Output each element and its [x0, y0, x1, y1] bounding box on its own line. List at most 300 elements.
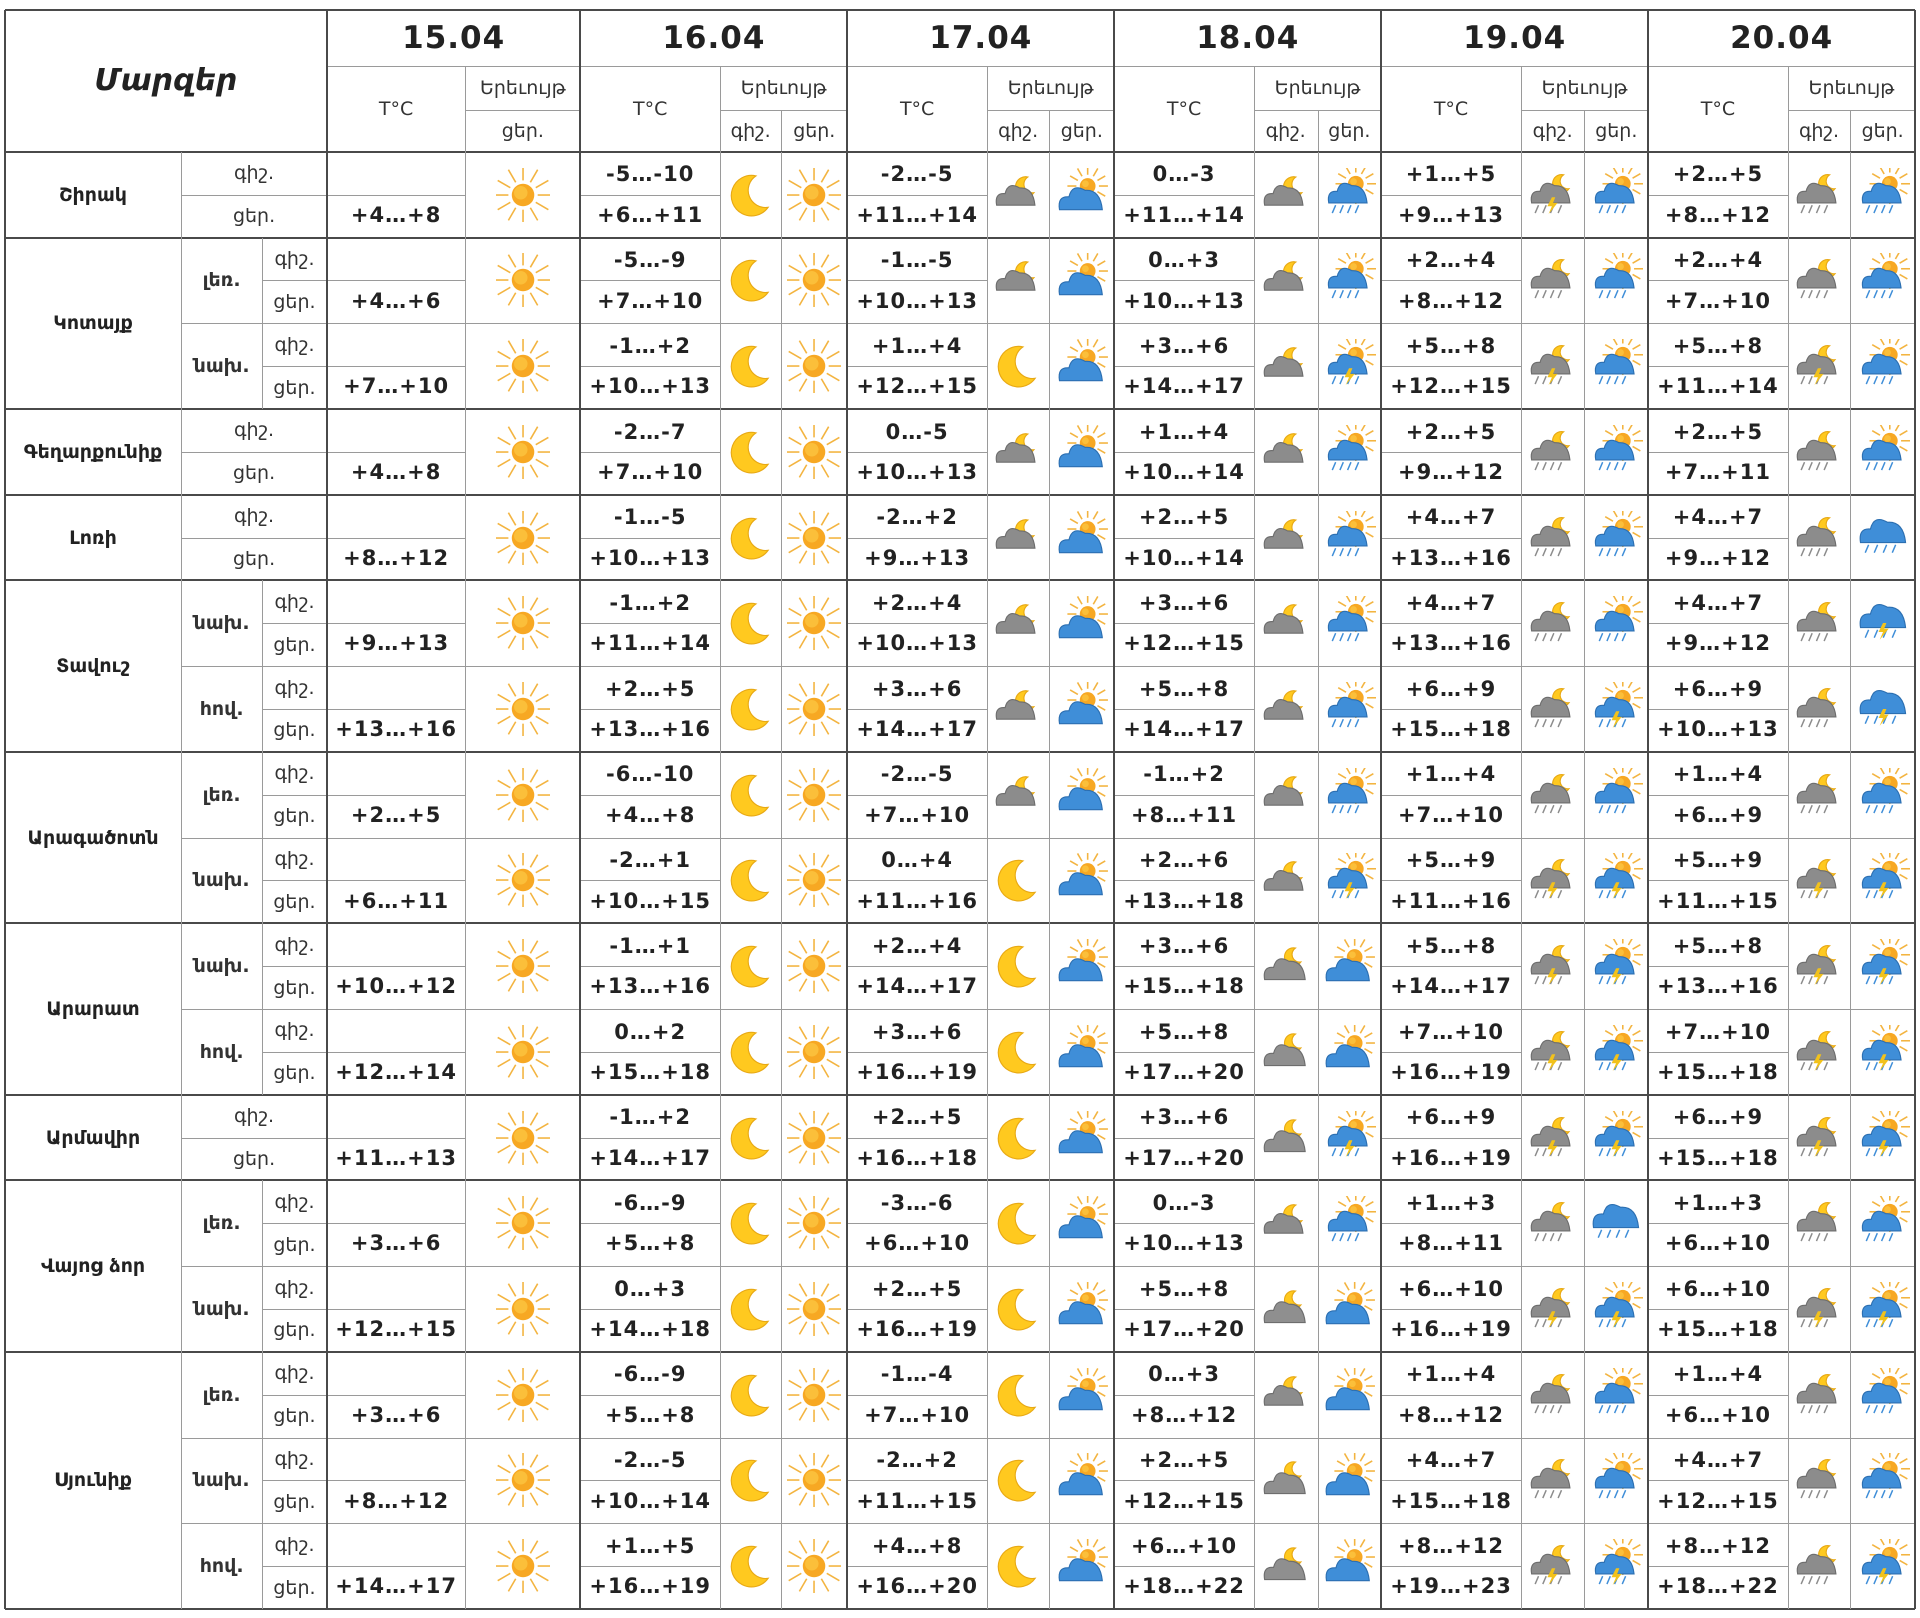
grid-line — [262, 1395, 327, 1396]
grid-line — [1648, 1223, 1788, 1224]
cloud-moon-icon — [1259, 253, 1313, 307]
grid-line — [181, 409, 182, 495]
grid-line — [1114, 452, 1254, 453]
grid-line — [580, 1395, 720, 1396]
night-temp: +6…+9 — [1405, 1105, 1497, 1130]
grid-line — [1648, 1566, 1788, 1567]
day-temp: +11…+15 — [1657, 888, 1779, 913]
grid-line — [1114, 1566, 1254, 1567]
day-temp: +16…+19 — [589, 1574, 712, 1599]
night-temp: +2…+6 — [1138, 848, 1230, 873]
sun-icon — [787, 768, 841, 822]
region-name: Սյունիք — [54, 1469, 132, 1492]
day-temp: +13…+18 — [1123, 888, 1245, 913]
night-temp: +6…+9 — [1672, 676, 1764, 701]
night-label: գիշ. — [274, 1190, 315, 1213]
grid-line — [327, 452, 465, 453]
night-label: գիշ. — [274, 1362, 315, 1385]
day-temp: +19…+23 — [1390, 1574, 1512, 1599]
cloud-sun-icon — [1055, 253, 1109, 307]
day-temp: +13…+16 — [589, 974, 712, 999]
day-temp: +8…+12 — [1397, 288, 1505, 313]
night-temp: 0…+3 — [1148, 248, 1220, 273]
grid-line — [181, 1009, 1915, 1010]
sun-icon — [787, 682, 841, 736]
cloud-moon-rain-icon — [1792, 1196, 1846, 1250]
night-temp: +2…+4 — [871, 591, 963, 616]
day-temp: +13…+16 — [335, 717, 457, 742]
grid-line — [847, 709, 987, 710]
day-temp: +9…+13 — [1397, 202, 1505, 227]
grid-line — [181, 1095, 182, 1181]
grid-line — [1114, 195, 1254, 196]
moon-icon — [724, 939, 778, 993]
grid-line — [1381, 1395, 1521, 1396]
subregion-label: հով. — [199, 697, 244, 720]
day-temp: +10…+13 — [589, 374, 712, 399]
cloud-moon-icon — [1259, 425, 1313, 479]
cloud-moon-thunder-icon — [1792, 1282, 1846, 1336]
night-temp: +2…+4 — [1405, 248, 1497, 273]
night-temp: +1…+4 — [1138, 419, 1230, 444]
day-temp: +8…+12 — [1664, 202, 1771, 227]
grid-line — [580, 452, 720, 453]
weather-column-header: Երեւույթ — [1808, 77, 1895, 100]
thunder-rain-icon — [1856, 596, 1910, 650]
thunder-sun-icon — [1589, 1111, 1643, 1165]
night-temp: +2…+5 — [604, 676, 696, 701]
night-temp: +5…+8 — [1138, 676, 1230, 701]
grid-line — [580, 195, 720, 196]
night-temp: +6…+10 — [1397, 1276, 1505, 1301]
night-temp — [327, 1266, 465, 1311]
night-temp: -1…+1 — [609, 933, 691, 958]
night-temp — [327, 1523, 465, 1568]
grid-line — [1584, 110, 1585, 152]
cloud-icon — [1259, 939, 1313, 993]
grid-line — [580, 1138, 720, 1139]
grid-line — [579, 10, 581, 1609]
grid-line — [181, 1138, 327, 1139]
day-temp: +17…+20 — [1123, 1060, 1245, 1085]
night-temp: -1…+2 — [609, 591, 691, 616]
cloud-sun-icon — [1322, 1368, 1376, 1422]
moon-icon — [724, 1111, 778, 1165]
night-label: գիշ. — [1798, 120, 1839, 143]
cloud-moon-icon — [1259, 511, 1313, 565]
grid-line — [580, 1480, 720, 1481]
cloud-sun-icon — [1055, 168, 1109, 222]
night-temp — [327, 1438, 465, 1483]
day-label: ցեր. — [232, 547, 276, 570]
night-label: գիշ. — [274, 247, 315, 270]
day-temp: +15…+18 — [589, 1060, 712, 1085]
sun-icon — [787, 1196, 841, 1250]
cloud-moon-rain-icon — [1526, 768, 1580, 822]
moon-icon — [991, 339, 1045, 393]
grid-line — [327, 1566, 465, 1567]
night-temp: -2…-5 — [880, 762, 954, 787]
night-temp — [327, 752, 465, 797]
night-temp: +5…+8 — [1672, 333, 1764, 358]
rain-sun-icon — [1856, 253, 1910, 307]
grid-line — [580, 623, 720, 624]
region-name: Արմավիր — [45, 1126, 141, 1149]
grid-line — [847, 280, 987, 281]
night-temp — [327, 495, 465, 540]
rain-sun-icon — [1589, 1453, 1643, 1507]
cloud-moon-rain-icon — [1792, 596, 1846, 650]
cloud-moon-rain-icon — [1526, 1196, 1580, 1250]
cloud-moon-rain-icon — [1526, 425, 1580, 479]
grid-line — [262, 1352, 263, 1609]
grid-line — [1648, 709, 1788, 710]
cloud-sun-icon — [1055, 1111, 1109, 1165]
thunder-sun-icon — [1589, 853, 1643, 907]
grid-line — [181, 452, 327, 453]
grid-line — [1648, 1309, 1788, 1310]
night-temp: -2…+1 — [609, 848, 691, 873]
weather-column-header: Երեւույթ — [1541, 77, 1628, 100]
grid-line — [1647, 10, 1649, 1609]
cloud-moon-thunder-icon — [1526, 853, 1580, 907]
grid-line — [181, 752, 182, 923]
cloud-moon-thunder-icon — [1526, 1282, 1580, 1336]
day-temp: +18…+22 — [1123, 1574, 1245, 1599]
night-temp: 0…+3 — [1148, 1362, 1220, 1387]
grid-line — [847, 366, 987, 367]
sun-icon — [496, 1453, 550, 1507]
day-temp: +11…+16 — [856, 888, 978, 913]
day-label: ցեր. — [1595, 120, 1638, 143]
cloud-moon-icon — [1259, 168, 1313, 222]
day-temp: +7…+10 — [864, 1402, 971, 1427]
night-temp: +4…+7 — [1405, 505, 1497, 530]
grid-line — [262, 238, 263, 409]
cloud-sun-icon — [1055, 1025, 1109, 1079]
grid-line — [181, 666, 1915, 667]
moon-icon — [724, 253, 778, 307]
sun-icon — [496, 682, 550, 736]
cloud-sun-icon — [1055, 339, 1109, 393]
rain-sun-icon — [1322, 425, 1376, 479]
cloud-icon — [1259, 1025, 1313, 1079]
grid-line — [1113, 10, 1115, 1609]
temp-column-header: T°C — [1433, 97, 1469, 120]
day-temp: +4…+6 — [350, 288, 442, 313]
night-temp: +2…+5 — [1138, 1448, 1230, 1473]
day-temp: +13…+16 — [1390, 631, 1512, 656]
grid-line — [1381, 623, 1521, 624]
grid-line — [720, 110, 847, 111]
night-temp: +7…+10 — [1664, 1019, 1771, 1044]
rain-cloud-icon — [1856, 511, 1910, 565]
sun-icon — [496, 1368, 550, 1422]
grid-line — [262, 795, 327, 796]
grid-line — [327, 1309, 465, 1310]
night-temp: +5…+8 — [1405, 933, 1497, 958]
grid-line — [1114, 1223, 1254, 1224]
sun-icon — [787, 1282, 841, 1336]
rain-sun-icon — [1589, 511, 1643, 565]
cloud-moon-thunder-icon — [1526, 939, 1580, 993]
cloud-moon-thunder-icon — [1792, 853, 1846, 907]
temp-column-header: T°C — [378, 97, 414, 120]
night-label: գիշ. — [274, 762, 315, 785]
cloud-moon-rain-icon — [1792, 768, 1846, 822]
grid-line — [262, 280, 327, 281]
temp-column-header: T°C — [899, 97, 935, 120]
weather-column-header: Երեւույթ — [740, 77, 827, 100]
day-temp: +9…+12 — [1664, 631, 1771, 656]
grid-line — [1648, 1052, 1788, 1053]
grid-line — [1850, 110, 1851, 152]
day-temp: +10…+15 — [589, 888, 712, 913]
sun-icon — [787, 939, 841, 993]
day-temp: +15…+18 — [1390, 717, 1512, 742]
grid-line — [327, 66, 1915, 67]
grid-line — [1381, 538, 1521, 539]
night-label: գիշ. — [1532, 120, 1573, 143]
subregion-label: հով. — [199, 1555, 244, 1578]
cloud-moon-icon — [991, 596, 1045, 650]
grid-line — [327, 1223, 465, 1224]
grid-line — [1318, 110, 1319, 152]
sun-icon — [787, 1025, 841, 1079]
night-temp: +8…+12 — [1397, 1533, 1505, 1558]
grid-line — [262, 580, 263, 751]
cloud-moon-icon — [1259, 853, 1313, 907]
thunder-sun-icon — [1856, 1282, 1910, 1336]
night-temp: +6…+9 — [1672, 1105, 1764, 1130]
night-label: գիշ. — [730, 120, 771, 143]
grid-line — [1049, 152, 1050, 1609]
night-temp: +2…+5 — [1672, 162, 1764, 187]
grid-line — [465, 110, 580, 111]
day-temp: +14…+17 — [856, 717, 978, 742]
day-temp: +12…+15 — [335, 1317, 457, 1342]
night-temp: +7…+10 — [1397, 1019, 1505, 1044]
grid-line — [262, 1223, 327, 1224]
grid-line — [847, 1138, 987, 1139]
rain-sun-icon — [1322, 253, 1376, 307]
grid-line — [262, 880, 327, 881]
night-temp: +1…+4 — [1672, 762, 1764, 787]
day-label: ցեր. — [273, 633, 316, 656]
night-label: գիշ. — [274, 847, 315, 870]
day-temp: +16…+19 — [856, 1060, 978, 1085]
subregion-label: նախ. — [193, 1297, 250, 1320]
sun-icon — [496, 339, 550, 393]
sun-icon — [787, 1453, 841, 1507]
night-temp — [327, 152, 465, 197]
page-title: Մարզեր — [94, 63, 238, 99]
day-label: ցեր. — [1861, 120, 1904, 143]
grid-line — [327, 366, 465, 367]
night-temp — [327, 580, 465, 625]
grid-line — [262, 366, 327, 367]
grid-line — [181, 238, 182, 409]
moon-icon — [724, 1453, 778, 1507]
grid-line — [580, 366, 720, 367]
day-temp: +7…+10 — [1397, 802, 1505, 827]
day-temp: +15…+18 — [1657, 1060, 1779, 1085]
sun-icon — [496, 768, 550, 822]
cloud-moon-rain-icon — [1526, 1453, 1580, 1507]
grid-line — [181, 1352, 182, 1609]
night-temp: +5…+8 — [1405, 333, 1497, 358]
grid-line — [262, 1480, 327, 1481]
night-temp: -6…-9 — [613, 1362, 687, 1387]
moon-icon — [724, 168, 778, 222]
grid-line — [465, 66, 466, 1609]
night-temp: +5…+9 — [1672, 848, 1764, 873]
grid-line — [327, 880, 465, 881]
grid-line — [1114, 1052, 1254, 1053]
sun-icon — [496, 425, 550, 479]
grid-line — [327, 1138, 465, 1139]
temp-column-header: T°C — [1166, 97, 1202, 120]
day-temp: +2…+5 — [350, 802, 442, 827]
date-header: 17.04 — [929, 19, 1033, 56]
day-label: ցեր. — [273, 1490, 316, 1513]
cloud-moon-icon — [1259, 768, 1313, 822]
day-label: ցեր. — [273, 290, 316, 313]
cloud-moon-icon — [1259, 1368, 1313, 1422]
sun-icon — [787, 853, 841, 907]
grid-line — [987, 110, 1114, 111]
grid-line — [4, 10, 6, 1609]
day-label: ցեր. — [273, 1319, 316, 1342]
night-temp: +1…+4 — [1405, 762, 1497, 787]
night-temp: +5…+9 — [1405, 848, 1497, 873]
cloud-moon-icon — [991, 682, 1045, 736]
day-temp: +16…+20 — [856, 1574, 978, 1599]
night-label: գիշ. — [234, 419, 275, 442]
night-label: գիշ. — [998, 120, 1039, 143]
day-temp: +12…+15 — [856, 374, 978, 399]
grid-line — [847, 1566, 987, 1567]
day-temp: +10…+13 — [1123, 1231, 1245, 1256]
grid-line — [327, 195, 465, 196]
day-temp: +6…+10 — [1664, 1231, 1771, 1256]
night-temp: -5…-10 — [606, 162, 695, 187]
sun-icon — [787, 1111, 841, 1165]
moon-icon — [991, 1111, 1045, 1165]
night-label: գիշ. — [274, 1533, 315, 1556]
grid-line — [987, 66, 988, 1609]
subregion-label: նախ. — [193, 355, 250, 378]
cloud-moon-thunder-icon — [1792, 339, 1846, 393]
grid-line — [262, 923, 263, 1094]
grid-line — [1114, 1309, 1254, 1310]
grid-line — [1114, 1138, 1254, 1139]
sun-icon — [496, 853, 550, 907]
grid-line — [1254, 66, 1255, 1609]
grid-line — [1788, 110, 1915, 111]
night-temp: +6…+10 — [1664, 1276, 1771, 1301]
day-label: ցեր. — [273, 719, 316, 742]
subregion-label: լեռ. — [202, 269, 241, 292]
grid-line — [847, 1395, 987, 1396]
night-temp: +4…+7 — [1672, 1448, 1764, 1473]
thunder-sun-icon — [1589, 1025, 1643, 1079]
date-header: 20.04 — [1730, 19, 1834, 56]
day-temp: +11…+14 — [589, 631, 712, 656]
night-label: գիշ. — [234, 1105, 275, 1128]
night-temp: -2…-5 — [613, 1448, 687, 1473]
night-temp — [327, 666, 465, 711]
rain-sun-icon — [1589, 168, 1643, 222]
sun-icon — [496, 253, 550, 307]
cloud-moon-icon — [1259, 1196, 1313, 1250]
grid-line — [846, 10, 848, 1609]
grid-line — [327, 538, 465, 539]
night-temp: +6…+10 — [1131, 1533, 1238, 1558]
rain-sun-icon — [1322, 596, 1376, 650]
day-temp: +10…+12 — [335, 974, 457, 999]
cloud-moon-thunder-icon — [1526, 339, 1580, 393]
night-label: գիշ. — [274, 333, 315, 356]
grid-line — [847, 623, 987, 624]
subregion-label: լեռ. — [202, 1212, 241, 1235]
rain-sun-icon — [1322, 768, 1376, 822]
night-temp: +2…+5 — [1405, 419, 1497, 444]
cloud-sun-icon — [1055, 1282, 1109, 1336]
cloud-icon — [1259, 1282, 1313, 1336]
grid-line — [327, 623, 465, 624]
sun-icon — [496, 596, 550, 650]
sun-icon — [787, 339, 841, 393]
grid-line — [1850, 152, 1851, 1609]
grid-line — [1380, 10, 1382, 1609]
day-temp: +16…+19 — [1390, 1317, 1512, 1342]
night-temp — [327, 1352, 465, 1397]
day-label: ցեր. — [273, 1062, 316, 1085]
grid-line — [1381, 1566, 1521, 1567]
grid-line — [262, 752, 263, 923]
grid-line — [781, 152, 782, 1609]
rain-sun-icon — [1589, 253, 1643, 307]
day-temp: +4…+8 — [350, 460, 442, 485]
moon-icon — [991, 1539, 1045, 1593]
grid-line — [580, 280, 720, 281]
grid-line — [580, 966, 720, 967]
cloud-sun-icon — [1055, 939, 1109, 993]
day-temp: +8…+12 — [343, 545, 450, 570]
night-temp — [327, 409, 465, 454]
grid-line — [181, 538, 327, 539]
subregion-label: լեռ. — [202, 1383, 241, 1406]
cloud-moon-rain-icon — [1526, 1368, 1580, 1422]
night-temp: +2…+5 — [871, 1276, 963, 1301]
night-temp: +2…+5 — [871, 1105, 963, 1130]
cloud-moon-thunder-icon — [1526, 1539, 1580, 1593]
sun-icon — [496, 939, 550, 993]
day-temp: +3…+6 — [350, 1402, 442, 1427]
grid-line — [1381, 366, 1521, 367]
day-temp: +7…+10 — [343, 374, 450, 399]
moon-icon — [724, 339, 778, 393]
subregion-label: նախ. — [193, 1469, 250, 1492]
rain-sun-icon — [1856, 1368, 1910, 1422]
night-temp: +4…+7 — [1405, 1448, 1497, 1473]
cloud-sun-icon — [1055, 425, 1109, 479]
night-temp — [327, 1180, 465, 1225]
grid-line — [327, 966, 465, 967]
cloud-sun-icon — [1055, 1368, 1109, 1422]
day-temp: +7…+11 — [1664, 460, 1771, 485]
